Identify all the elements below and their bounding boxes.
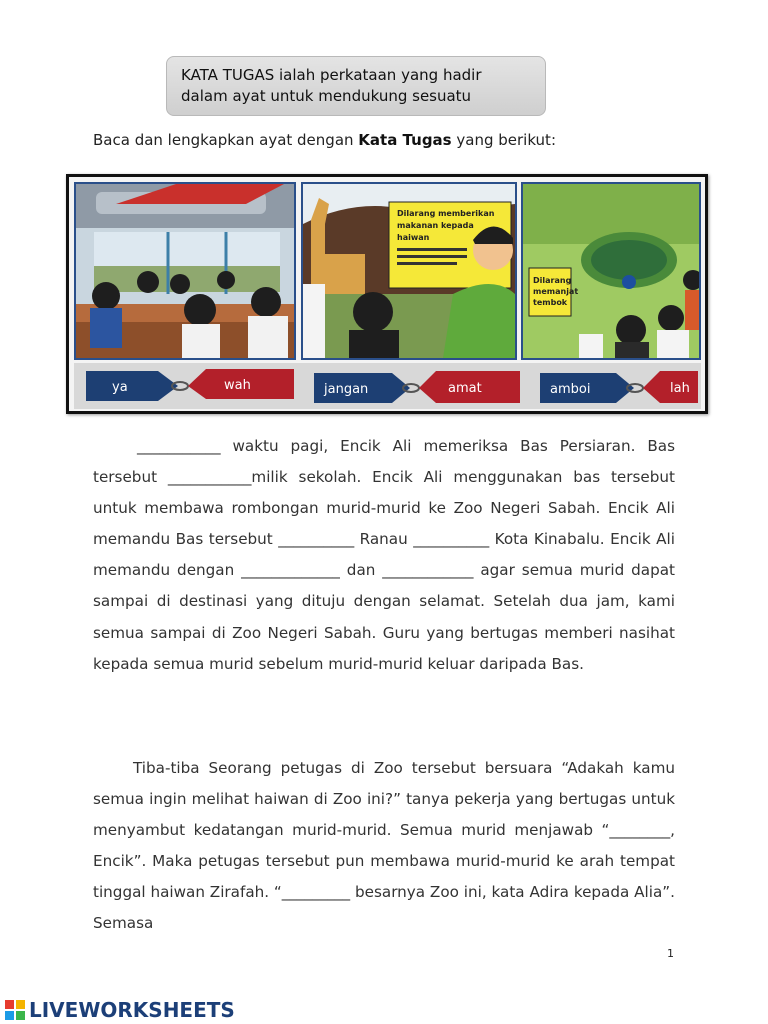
tag-wah: wah [224, 378, 251, 393]
instruction-text: Baca dan lengkapkan ayat dengan Kata Tugas yang berikut: [93, 131, 556, 149]
sign-text-1: Dilarang memberikan [397, 209, 495, 218]
tag-jangan: jangan [324, 382, 369, 397]
tag-ya: ya [112, 380, 128, 395]
sign-text-3: haiwan [397, 233, 430, 242]
page-number: 1 [667, 947, 674, 960]
bus-scene [76, 184, 294, 358]
definition-line-1: KATA TUGAS ialah perkataan yang hadir [181, 66, 482, 84]
tag-amat: amat [448, 381, 482, 396]
tag-amboi: amboi [550, 382, 591, 397]
definition-line-2: dalam ayat untuk mendukung sesuatu [181, 87, 472, 105]
giraffe-panel [301, 182, 517, 360]
paragraph-2: Tiba-tiba Seorang petugas di Zoo tersebut bersuara “Adakah kamu semua ingin melihat haiwan di Zoo ini?” tanya pekerja yang bertugas untuk menyambut kedatangan murid-murid. Semua murid menjawab “________, Encik”. Maka petugas tersebut pun membawa murid-murid ke arah tempat tinggal haiwan Zirafah. “_________ besarnya Zoo ini, kata Adira kepada Alia”. Semasa [93, 759, 675, 933]
liveworksheets-logo [4, 998, 235, 1022]
logo-icon [4, 999, 26, 1021]
peacock-scene [523, 184, 699, 358]
sign2-text-1: Dilarang [533, 276, 572, 285]
sign2-text-3: tembok [533, 298, 568, 307]
sign-text-2: makanan kepada [397, 221, 474, 230]
tag-lah: lah [670, 381, 690, 396]
word-tag-strip [74, 363, 701, 409]
paragraph-1: ___________ waktu pagi, Encik Ali memeriksa Bas Persiaran. Bas tersebut ___________milik sekolah. Encik Ali menggunakan bas tersebut untuk membawa rombongan murid-murid ke Zoo Negeri Sabah. Encik Ali memandu Bas tersebut __________ Ranau __________ Kota Kinabalu. Encik Ali memandu dengan _____________ dan ____________ agar semua murid dapat sampai di destinasi yang dituju dengan selamat. Setelah dua jam, kami semua sampai di Zoo Negeri Sabah. Guru yang bertugas memberi nasihat kepada semua murid sebelum murid-murid keluar daripada Bas. [93, 437, 675, 673]
giraffe-scene [303, 184, 515, 358]
illustration [66, 174, 708, 414]
instruction-bold: Kata Tugas [358, 131, 452, 149]
definition-box [166, 56, 546, 116]
logo-text: LIVEWORKSHEETS [29, 998, 235, 1022]
peacock-panel [521, 182, 701, 360]
bus-panel [74, 182, 296, 360]
sign2-text-2: memanjat [533, 287, 579, 296]
